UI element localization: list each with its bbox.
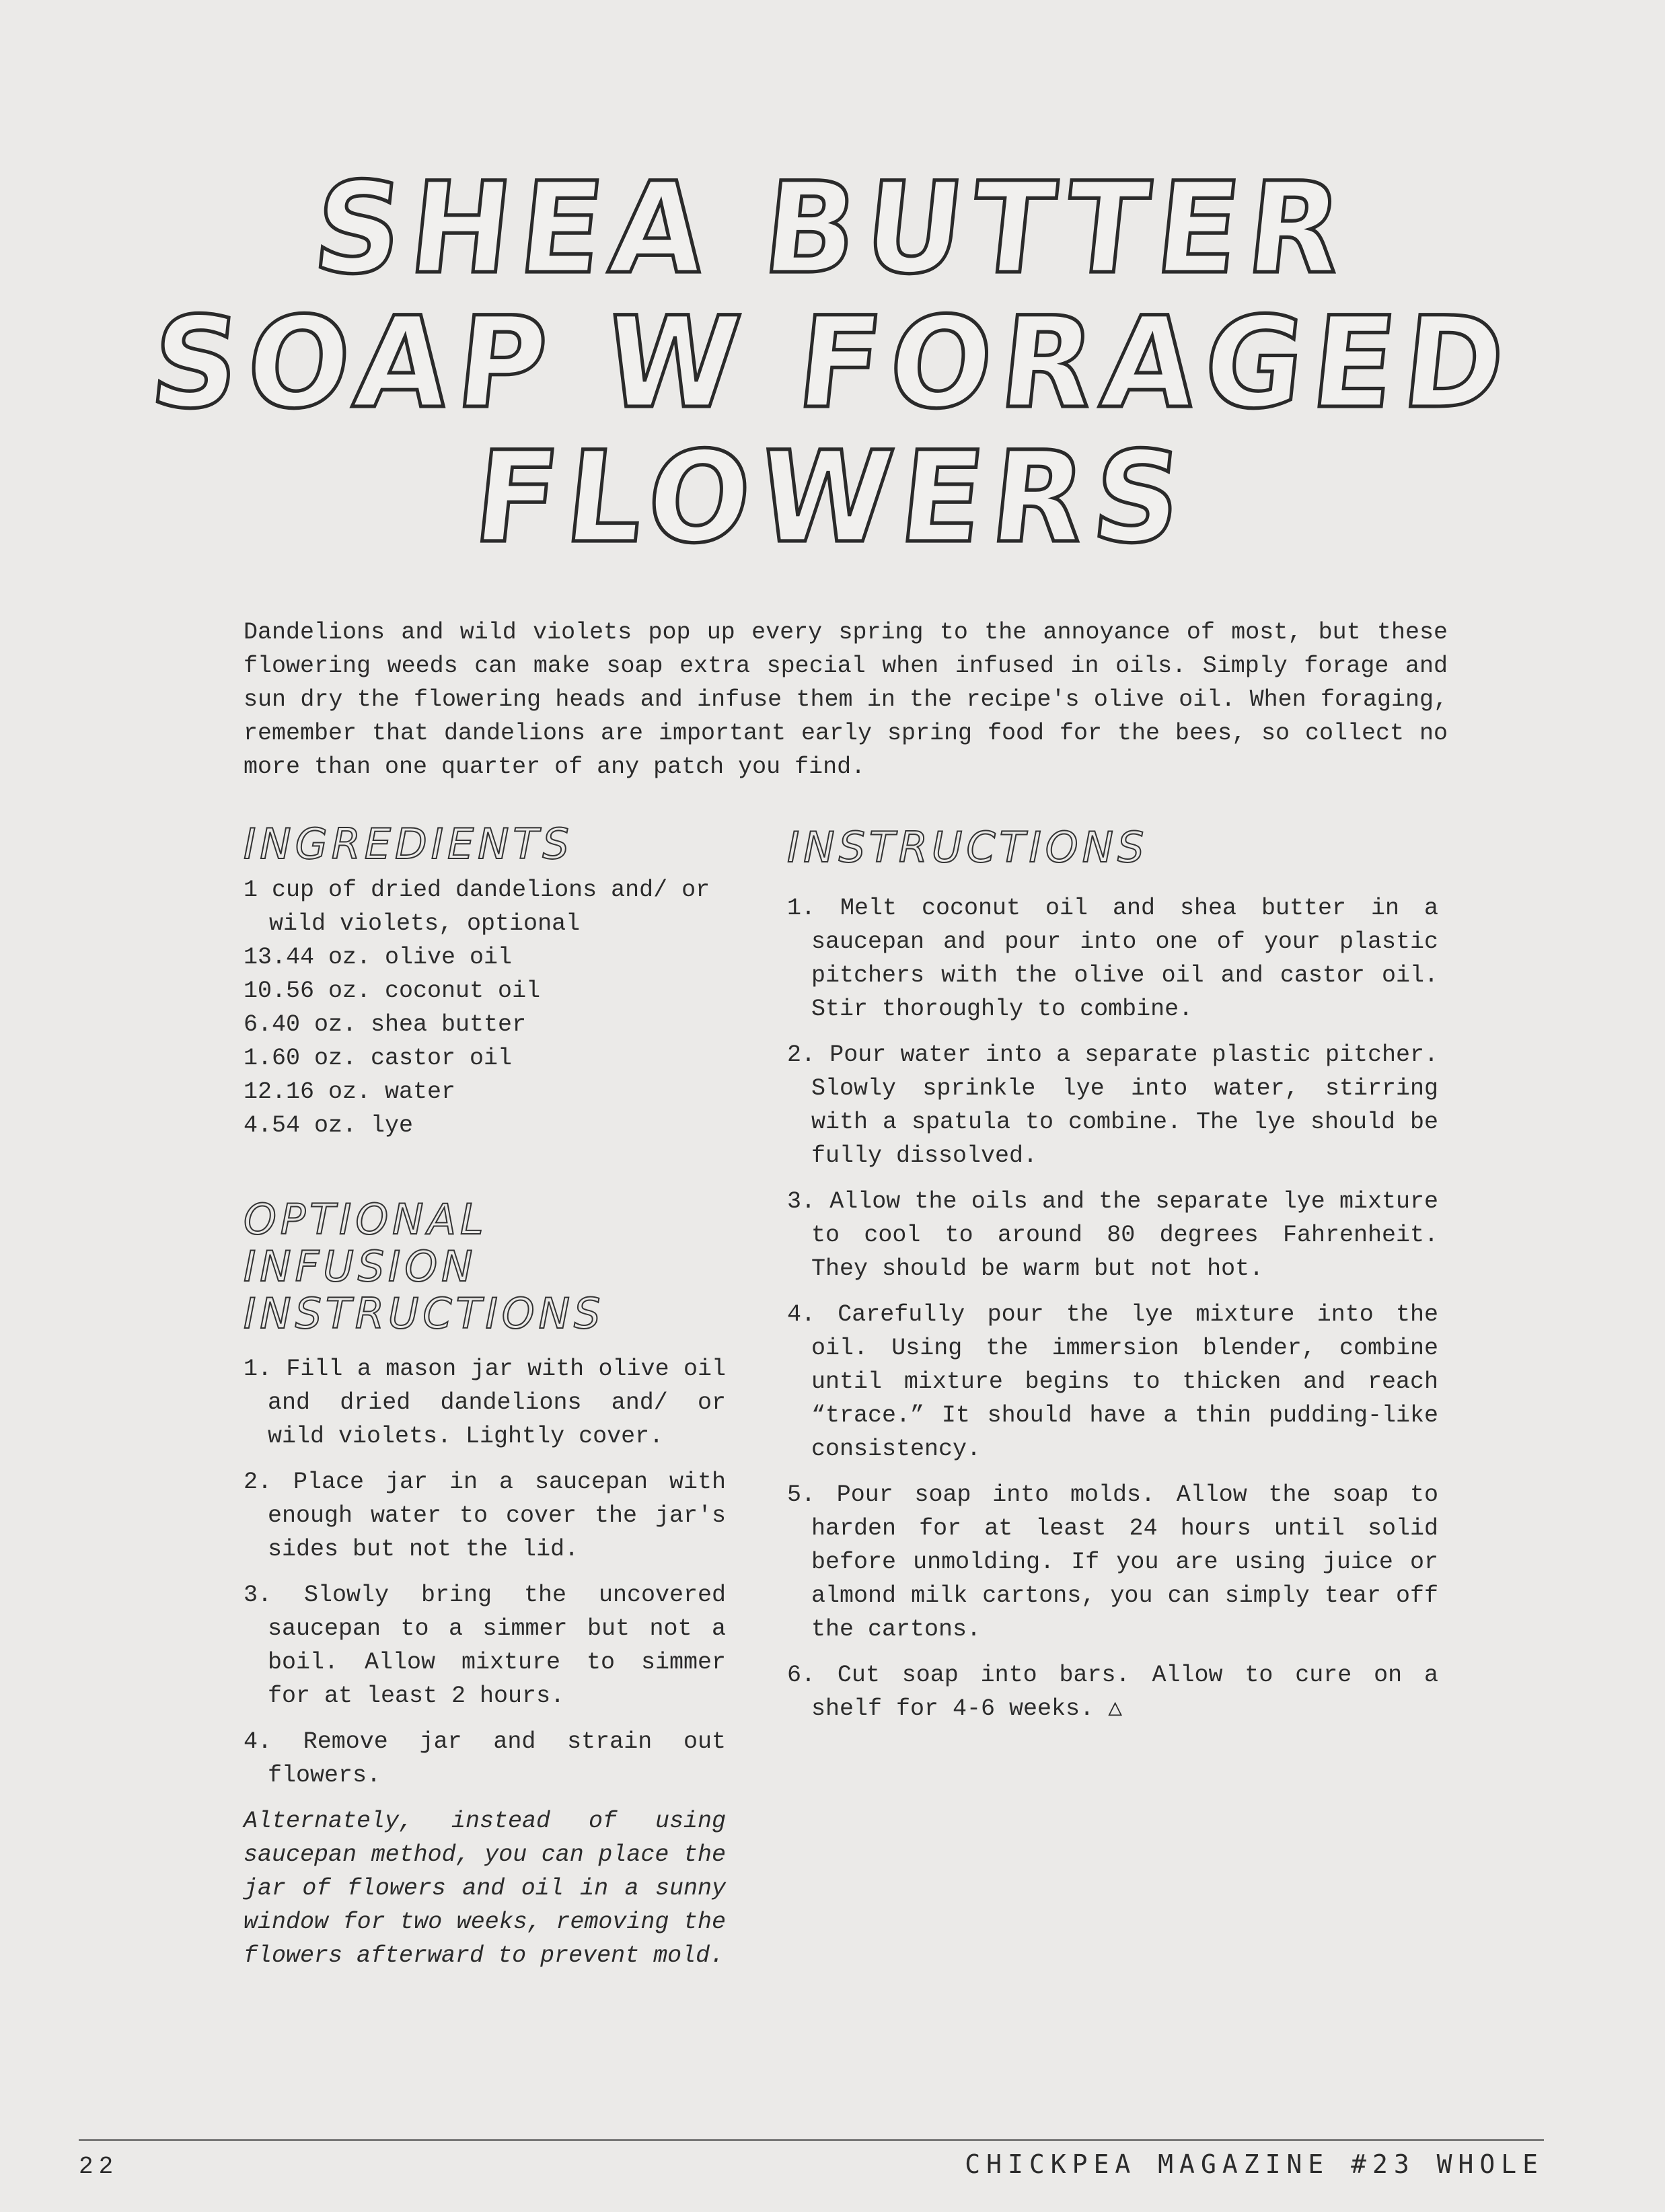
- ingredient-item: 1.60 oz. castor oil: [244, 1045, 513, 1072]
- ingredient-item: 13.44 oz. olive oil: [244, 944, 513, 971]
- ingredient-item: 10.56 oz. coconut oil: [244, 978, 541, 1004]
- instruction-step: 3. Allow the oils and the separate lye mixture to cool to around 80 degrees Fahrenheit. They should be warm but not hot.: [787, 1188, 1438, 1282]
- optional-infusion-steps: [244, 1352, 726, 1792]
- instructions-heading-text: INSTRUCTIONS: [787, 823, 1148, 872]
- title-line-1: SHEA BUTTER: [307, 155, 1358, 302]
- ingredients-heading-text: INGREDIENTS: [244, 819, 573, 869]
- instruction-step: 5. Pour soap into molds. Allow the soap to harden for at least 24 hours until solid before unmolding. If you are using juice or almond milk cartons, you can simply tear off the cartons.: [787, 1481, 1438, 1643]
- title-line-3: FLOWERS: [468, 424, 1197, 571]
- left-column: [244, 821, 726, 1973]
- ingredient-item: 12.16 oz. water: [244, 1078, 456, 1105]
- alternate-method-note: Alternately, instead of using saucepan method, you can place the jar of flowers and oil in a sunny window for two weeks, removing the flowers afterward to prevent mold.: [244, 1808, 726, 1969]
- ingredients-heading: [244, 821, 726, 868]
- optional-infusion-heading-line1: OPTIONAL INFUSION: [244, 1195, 488, 1291]
- ingredients-list: [244, 873, 726, 1142]
- ingredient-item: 4.54 oz. lye: [244, 1112, 414, 1139]
- right-column: [787, 824, 1438, 1738]
- instruction-step: 4. Carefully pour the lye mixture into the oil. Using the immersion blender, combine until mixture begins to thicken and reach “trace.” It should have a thin pudding-like consistency.: [787, 1301, 1438, 1463]
- infusion-step: 1. Fill a mason jar with olive oil and dried dandelions and/ or wild violets. Lightly cover.: [244, 1356, 726, 1450]
- infusion-step: 3. Slowly bring the uncovered saucepan to a simmer but not a boil. Allow mixture to simmer for at least 2 hours.: [244, 1582, 726, 1709]
- optional-infusion-heading: [244, 1196, 726, 1337]
- instruction-step-last: [787, 1658, 1438, 1726]
- instruction-steps: [787, 891, 1438, 1726]
- title-line-2: SOAP W FORAGED: [144, 289, 1521, 437]
- instruction-step-text: 6. Cut soap into bars. Allow to cure on a shelf for 4-6 weeks.: [787, 1662, 1438, 1722]
- infusion-step: 4. Remove jar and strain out flowers.: [244, 1728, 726, 1789]
- instruction-step: 1. Melt coconut oil and shea butter in a saucepan and pour into one of your plastic pitchers with the olive oil and castor oil. Stir thoroughly to combine.: [787, 895, 1438, 1023]
- infusion-step: 2. Place jar in a saucepan with enough water to cover the jar's sides but not the lid.: [244, 1469, 726, 1563]
- page-title: [0, 155, 1665, 571]
- intro-paragraph: Dandelions and wild violets pop up every spring to the annoyance of most, but these flowering weeds can make soap extra special when infused in oils. Simply forage and sun dry the flowering heads and infuse them in the recipe's olive oil. When foraging, remember that dandelions are important early spring food for the bees, so collect no more than one quarter of any patch you find.: [244, 619, 1448, 780]
- instructions-heading: [787, 824, 1438, 871]
- optional-infusion-heading-line2: INSTRUCTIONS: [244, 1289, 605, 1338]
- footer-divider: [79, 2139, 1544, 2141]
- ingredient-item: 1 cup of dried dandelions and/ or wild violets, optional: [244, 877, 710, 937]
- page-number: 22: [79, 2153, 119, 2180]
- ingredient-item: 6.40 oz. shea butter: [244, 1011, 527, 1038]
- magazine-name: CHICKPEA MAGAZINE #23 WHOLE: [965, 2149, 1544, 2179]
- instruction-step: 2. Pour water into a separate plastic pitcher. Slowly sprinkle lye into water, stirring with a spatula to combine. The lye should be fully dissolved.: [787, 1041, 1438, 1169]
- triangle-end-icon: △: [1108, 1695, 1123, 1722]
